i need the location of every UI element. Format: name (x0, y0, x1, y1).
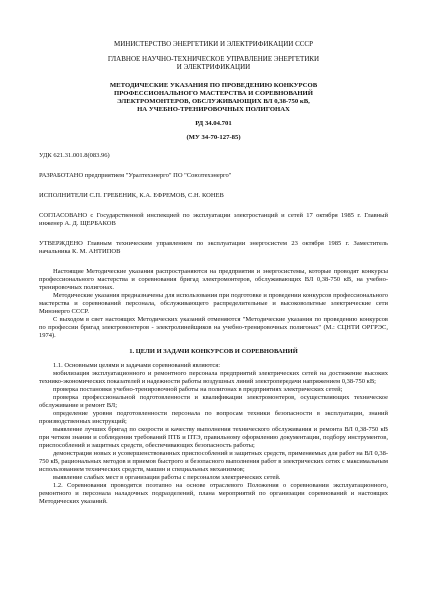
section-paragraph: 1.1. Основными целями и задачами соревнований являются: (53, 361, 221, 369)
title-line3: ЭЛЕКТРОМОНТЕРОВ, ОБСЛУЖИВАЮЩИХ ВЛ 0,38-750 кВ, (117, 97, 310, 105)
document-title (39, 82, 388, 142)
title-line1: МЕТОДИЧЕСКИЕ УКАЗАНИЯ ПО ПРОВЕДЕНИЮ КОНКУРСОВ (109, 81, 318, 89)
section-paragraph: проверка постановки учебно-тренировочной работы на полигонах в предприятиях электрических сетей; (53, 385, 343, 393)
title-line2: ПРОФЕССИОНАЛЬНОГО МАСТЕРСТВА И СОРЕВНОВАНИЙ (114, 89, 313, 97)
department-header-line2: И ЭЛЕКТРИФИКАЦИИ (176, 63, 251, 71)
intro-paragraph: Методические указания предназначены для использования при подготовке и проведении конкурсов профессионального мастерства и соревнований персонала, обслуживающего распределительные и высоковольтные электрические сети Минэнерго СССР. (39, 291, 388, 315)
intro-paragraph: Настоящие Методические указания распространяются на предприятия и энергосистемы, которые проводят конкурсы профессионального мастерства и соревнования бригад электромонтеров, обслуживающих ВЛ 0,38-750 кВ, на учебно-тренировочных полигонах. (39, 267, 388, 291)
introduction (39, 268, 388, 340)
developed-by: РАЗРАБОТАНО предприятием "Уралтехэнерго" ПО "Союзтехэнерго" (39, 171, 232, 179)
section-paragraph: мобилизация эксплуатационного и ремонтного персонала предприятий электрических сетей на достижение высоких технико-экономических показателей и надежности работы воздушных линий электропередачи напряжением 0,38-750 кВ; (39, 369, 388, 385)
udk-code: УДК 621.31.001.8(083.96) (39, 151, 110, 159)
document-code-rd: РД 34.04.701 (195, 119, 232, 127)
intro-paragraph: С выходом в свет настоящих Методических указаний отменяются "Методические указания по проведению конкурсов по профессии бригад электромонтеров - электролинейщиков на учебно-тренировочных полигонах" (М.: СЦНТИ ОРГРЭС, 1974). (39, 315, 388, 339)
performers: ИСПОЛНИТЕЛИ С.П. ГРЕБЕНИК, К.А. ЕФРЕМОВ, С.Н. КОНЕВ (39, 191, 224, 199)
ministry-header: МИНИСТЕРСТВО ЭНЕРГЕТИКИ И ЭЛЕКТРИФИКАЦИИ СССР (113, 40, 313, 48)
section-paragraph: проверка профессиональной подготовленности и квалификации электромонтеров, осуществляющих техническое обслуживание и ремонт ВЛ; (39, 393, 388, 409)
section-paragraph: выявление лучших бригад по скорости и качеству выполнения технического обслуживания и ремонта ВЛ 0,38-750 кВ при четком знании и соблюдении требований ПТБ и ПТЭ, правильному оформлению документации, подбору инструментов, приспособлений и защитных средств, обеспечивающих безопасность работы; (39, 425, 388, 449)
section-paragraph: демонстрация новых и усовершенствованных приспособлений и защитных средств, применяемых для работ на ВЛ 0,38-750 кВ, рациональных методов и приемов быстрого и безопасного выполнения работ в электрических сетях с максимальным использованием технических средств, машин и специальных механизмов; (39, 449, 388, 473)
section-paragraph: определение уровня подготовленности персонала по вопросам техники безопасности в эксплуатации, знаний производственных инструкций; (39, 409, 388, 425)
title-line4: НА УЧЕБНО-ТРЕНИРОВОЧНЫХ ПОЛИГОНАХ (137, 105, 290, 113)
department-header-line1: ГЛАВНОЕ НАУЧНО-ТЕХНИЧЕСКОЕ УПРАВЛЕНИЕ ЭНЕРГЕТИКИ (107, 54, 320, 63)
section-1-heading: 1. ЦЕЛИ И ЗАДАЧИ КОНКУРСОВ И СОРЕВНОВАНИЙ (129, 347, 298, 355)
section-paragraph: выявление слабых мест в организации работы с персоналом электрических сетей. (53, 473, 281, 481)
document-code-mu: (МУ 34-70-127-85) (186, 133, 241, 141)
approved-by: УТВЕРЖДЕНО Главным техническим управлением по эксплуатации энергосистем 23 октября 1985 г. Заместитель начальника К. М. АНТИПОВ (39, 239, 388, 255)
section-1-body (39, 362, 388, 506)
section-paragraph: 1.2. Соревнования проводятся поэтапно на основе отраслевого Положения о соревновании эксплуатационного, ремонтного и персонала наладочных подразделений, плана мероприятий по организации соревнований и настоящих Методических указаний. (39, 481, 388, 505)
agreed-by: СОГЛАСОВАНО с Государственной инспекцией по эксплуатации электростанций и сетей 17 октября 1985 г. Главный инженер А. Д. ЩЕРБАКОВ (39, 211, 388, 227)
